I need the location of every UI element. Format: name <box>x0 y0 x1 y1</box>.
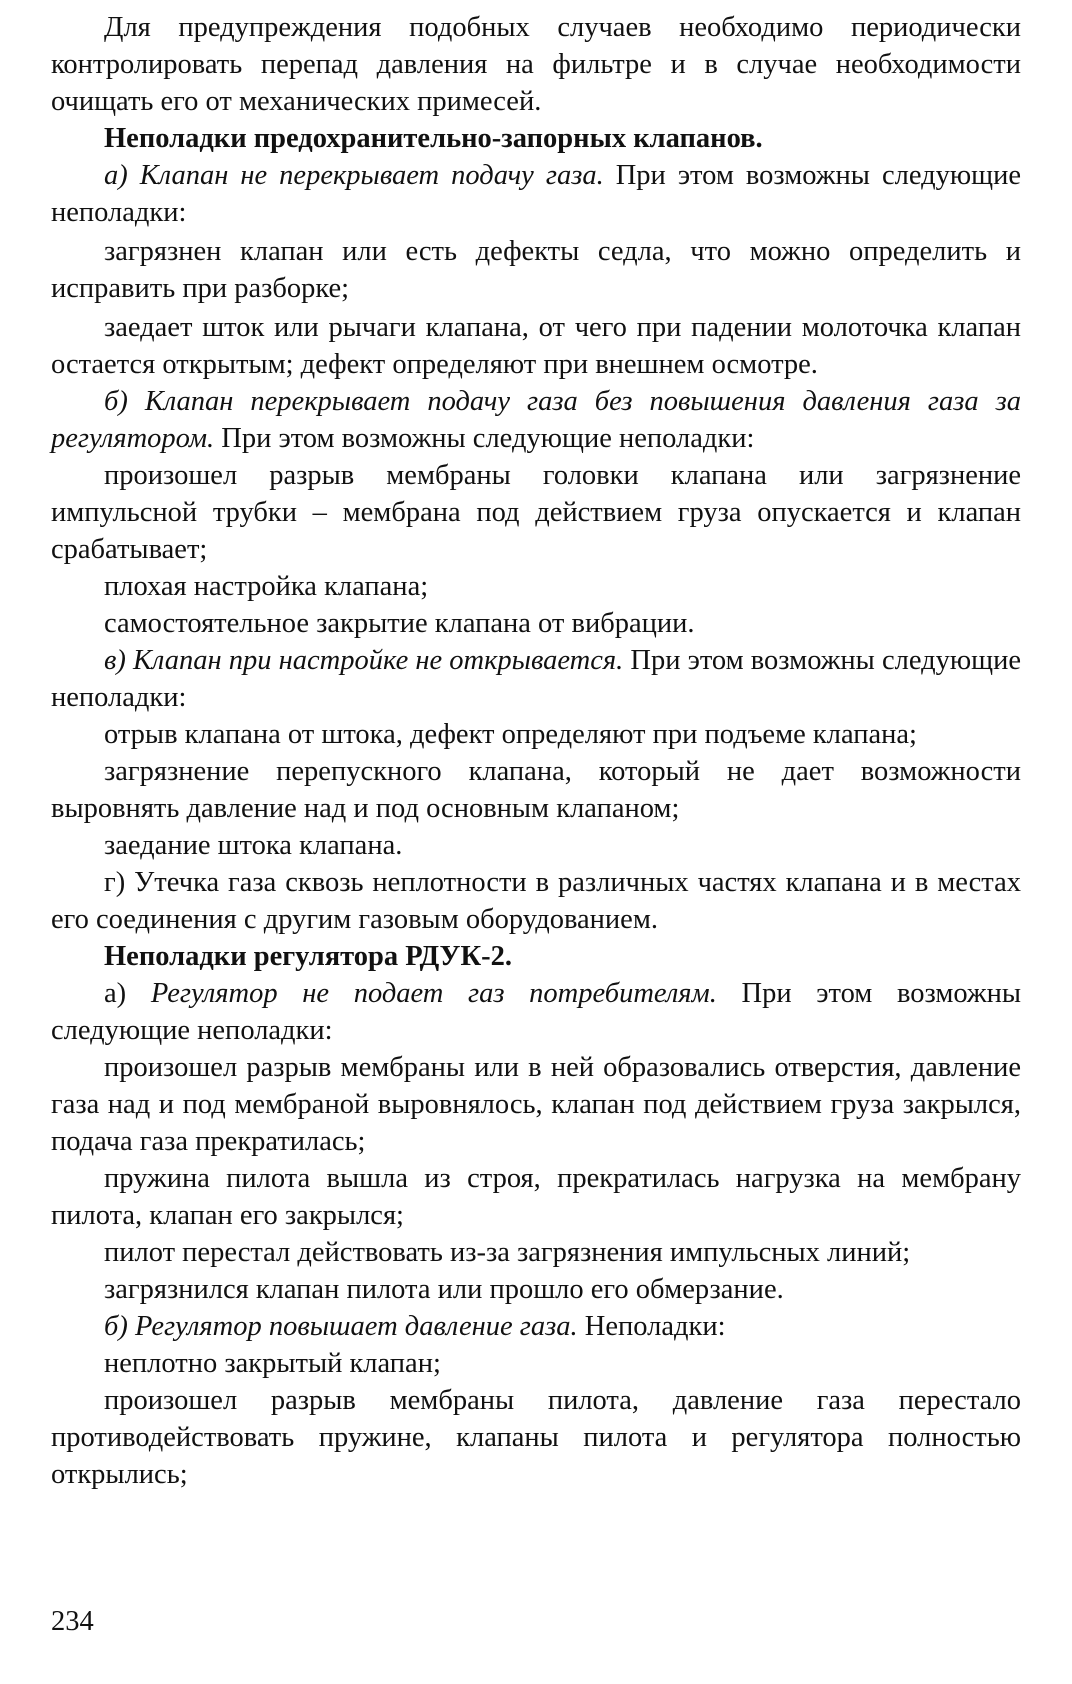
paragraph-text: пилот перестал действовать из-за загрязнения импульсных линий; <box>104 1237 911 1268</box>
paragraph-text: самостоятельное закрытие клапана от вибрации. <box>104 608 695 639</box>
paragraph-text: При этом возможны следующие неполадки: <box>51 160 1021 228</box>
list-item <box>51 568 1021 605</box>
list-item <box>51 753 1021 827</box>
subsection-title: а) Клапан не перекрывает подачу газа. <box>104 160 604 191</box>
paragraph-text: Для предупреждения подобных случаев необходимо периодически контролировать перепад давления на фильтре и в случае необходимости очищать его от механических примесей. <box>51 12 1021 117</box>
paragraph-text: неплотно закрытый клапан; <box>104 1348 441 1379</box>
paragraph-text: произошел разрыв мембраны пилота, давление газа перестало противодействовать пружине, клапаны пилота и регулятора полностью открылись; <box>51 1385 1021 1490</box>
page-number: 234 <box>51 1606 94 1637</box>
subsection-title: б) Регулятор повышает давление газа. <box>104 1311 578 1342</box>
list-item <box>51 1345 1021 1382</box>
subsection-paragraph <box>51 975 1021 1049</box>
subsection-title: Регулятор не подает газ потребителям. <box>150 978 717 1009</box>
paragraph-text: При этом возможны следующие неполадки: <box>214 423 755 454</box>
subsection-paragraph <box>51 383 1021 457</box>
section-heading-text: Неполадки предохранительно-запорных клапанов. <box>104 123 763 154</box>
paragraph-text: пружина пилота вышла из строя, прекратилась нагрузка на мембрану пилота, клапан его закрылся; <box>51 1163 1021 1231</box>
list-item <box>51 605 1021 642</box>
section-heading-text: Неполадки регулятора РДУК-2. <box>104 941 512 972</box>
paragraph-text: загрязнение перепускного клапана, который не дает возможности выровнять давление над и под основным клапаном; <box>51 756 1021 824</box>
list-item <box>51 457 1021 568</box>
paragraph-text: произошел разрыв мембраны головки клапана или загрязнение импульсной трубки – мембрана под действием груза опускается и клапан срабатывает; <box>51 460 1021 565</box>
list-item <box>51 1049 1021 1160</box>
subsection-title: в) Клапан при настройке не открывается. <box>104 645 624 676</box>
list-item <box>51 233 1021 307</box>
list-item <box>51 716 1021 753</box>
list-item <box>51 309 1021 383</box>
list-item <box>51 1160 1021 1234</box>
body-text <box>51 9 1021 1493</box>
subsection-title: б) Клапан перекрывает подачу газа без повышения давления газа за регулятором. <box>51 386 1021 454</box>
section-heading <box>51 938 1021 975</box>
subsection-prefix: а) <box>104 978 151 1009</box>
list-item <box>51 1271 1021 1308</box>
paragraph-text: заедает шток или рычаги клапана, от чего при падении молоточка клапан остается открытым; дефект определяют при внешнем осмотре. <box>51 312 1021 380</box>
paragraph-text: Неполадки: <box>577 1311 726 1342</box>
paragraph-text: произошел разрыв мембраны или в ней образовались отверстия, давление газа над и под мембраной выровнялось, клапан под действием груза закрылся, подача газа прекратилась; <box>51 1052 1021 1157</box>
subsection-paragraph <box>51 642 1021 716</box>
subsection-paragraph <box>51 864 1021 938</box>
paragraph <box>51 9 1021 120</box>
paragraph-text: г) Утечка газа сквозь неплотности в различных частях клапана и в местах его соединения с другим газовым оборудованием. <box>51 867 1021 935</box>
section-heading <box>51 120 1021 157</box>
list-item <box>51 1234 1021 1271</box>
paragraph-text: отрыв клапана от штока, дефект определяют при подъеме клапана; <box>104 719 917 750</box>
paragraph-text: плохая настройка клапана; <box>104 571 429 602</box>
list-item <box>51 1382 1021 1493</box>
subsection-paragraph <box>51 1308 1021 1345</box>
list-item <box>51 827 1021 864</box>
paragraph-text: При этом возможны следующие неполадки: <box>51 978 1022 1046</box>
subsection-paragraph <box>51 157 1021 231</box>
paragraph-text: заедание штока клапана. <box>104 830 403 861</box>
paragraph-text: загрязнился клапан пилота или прошло его обмерзание. <box>104 1274 784 1305</box>
paragraph-text: При этом возможны следующие неполадки: <box>51 645 1021 713</box>
paragraph-text: загрязнен клапан или есть дефекты седла, что можно определить и исправить при разборке; <box>51 236 1021 304</box>
